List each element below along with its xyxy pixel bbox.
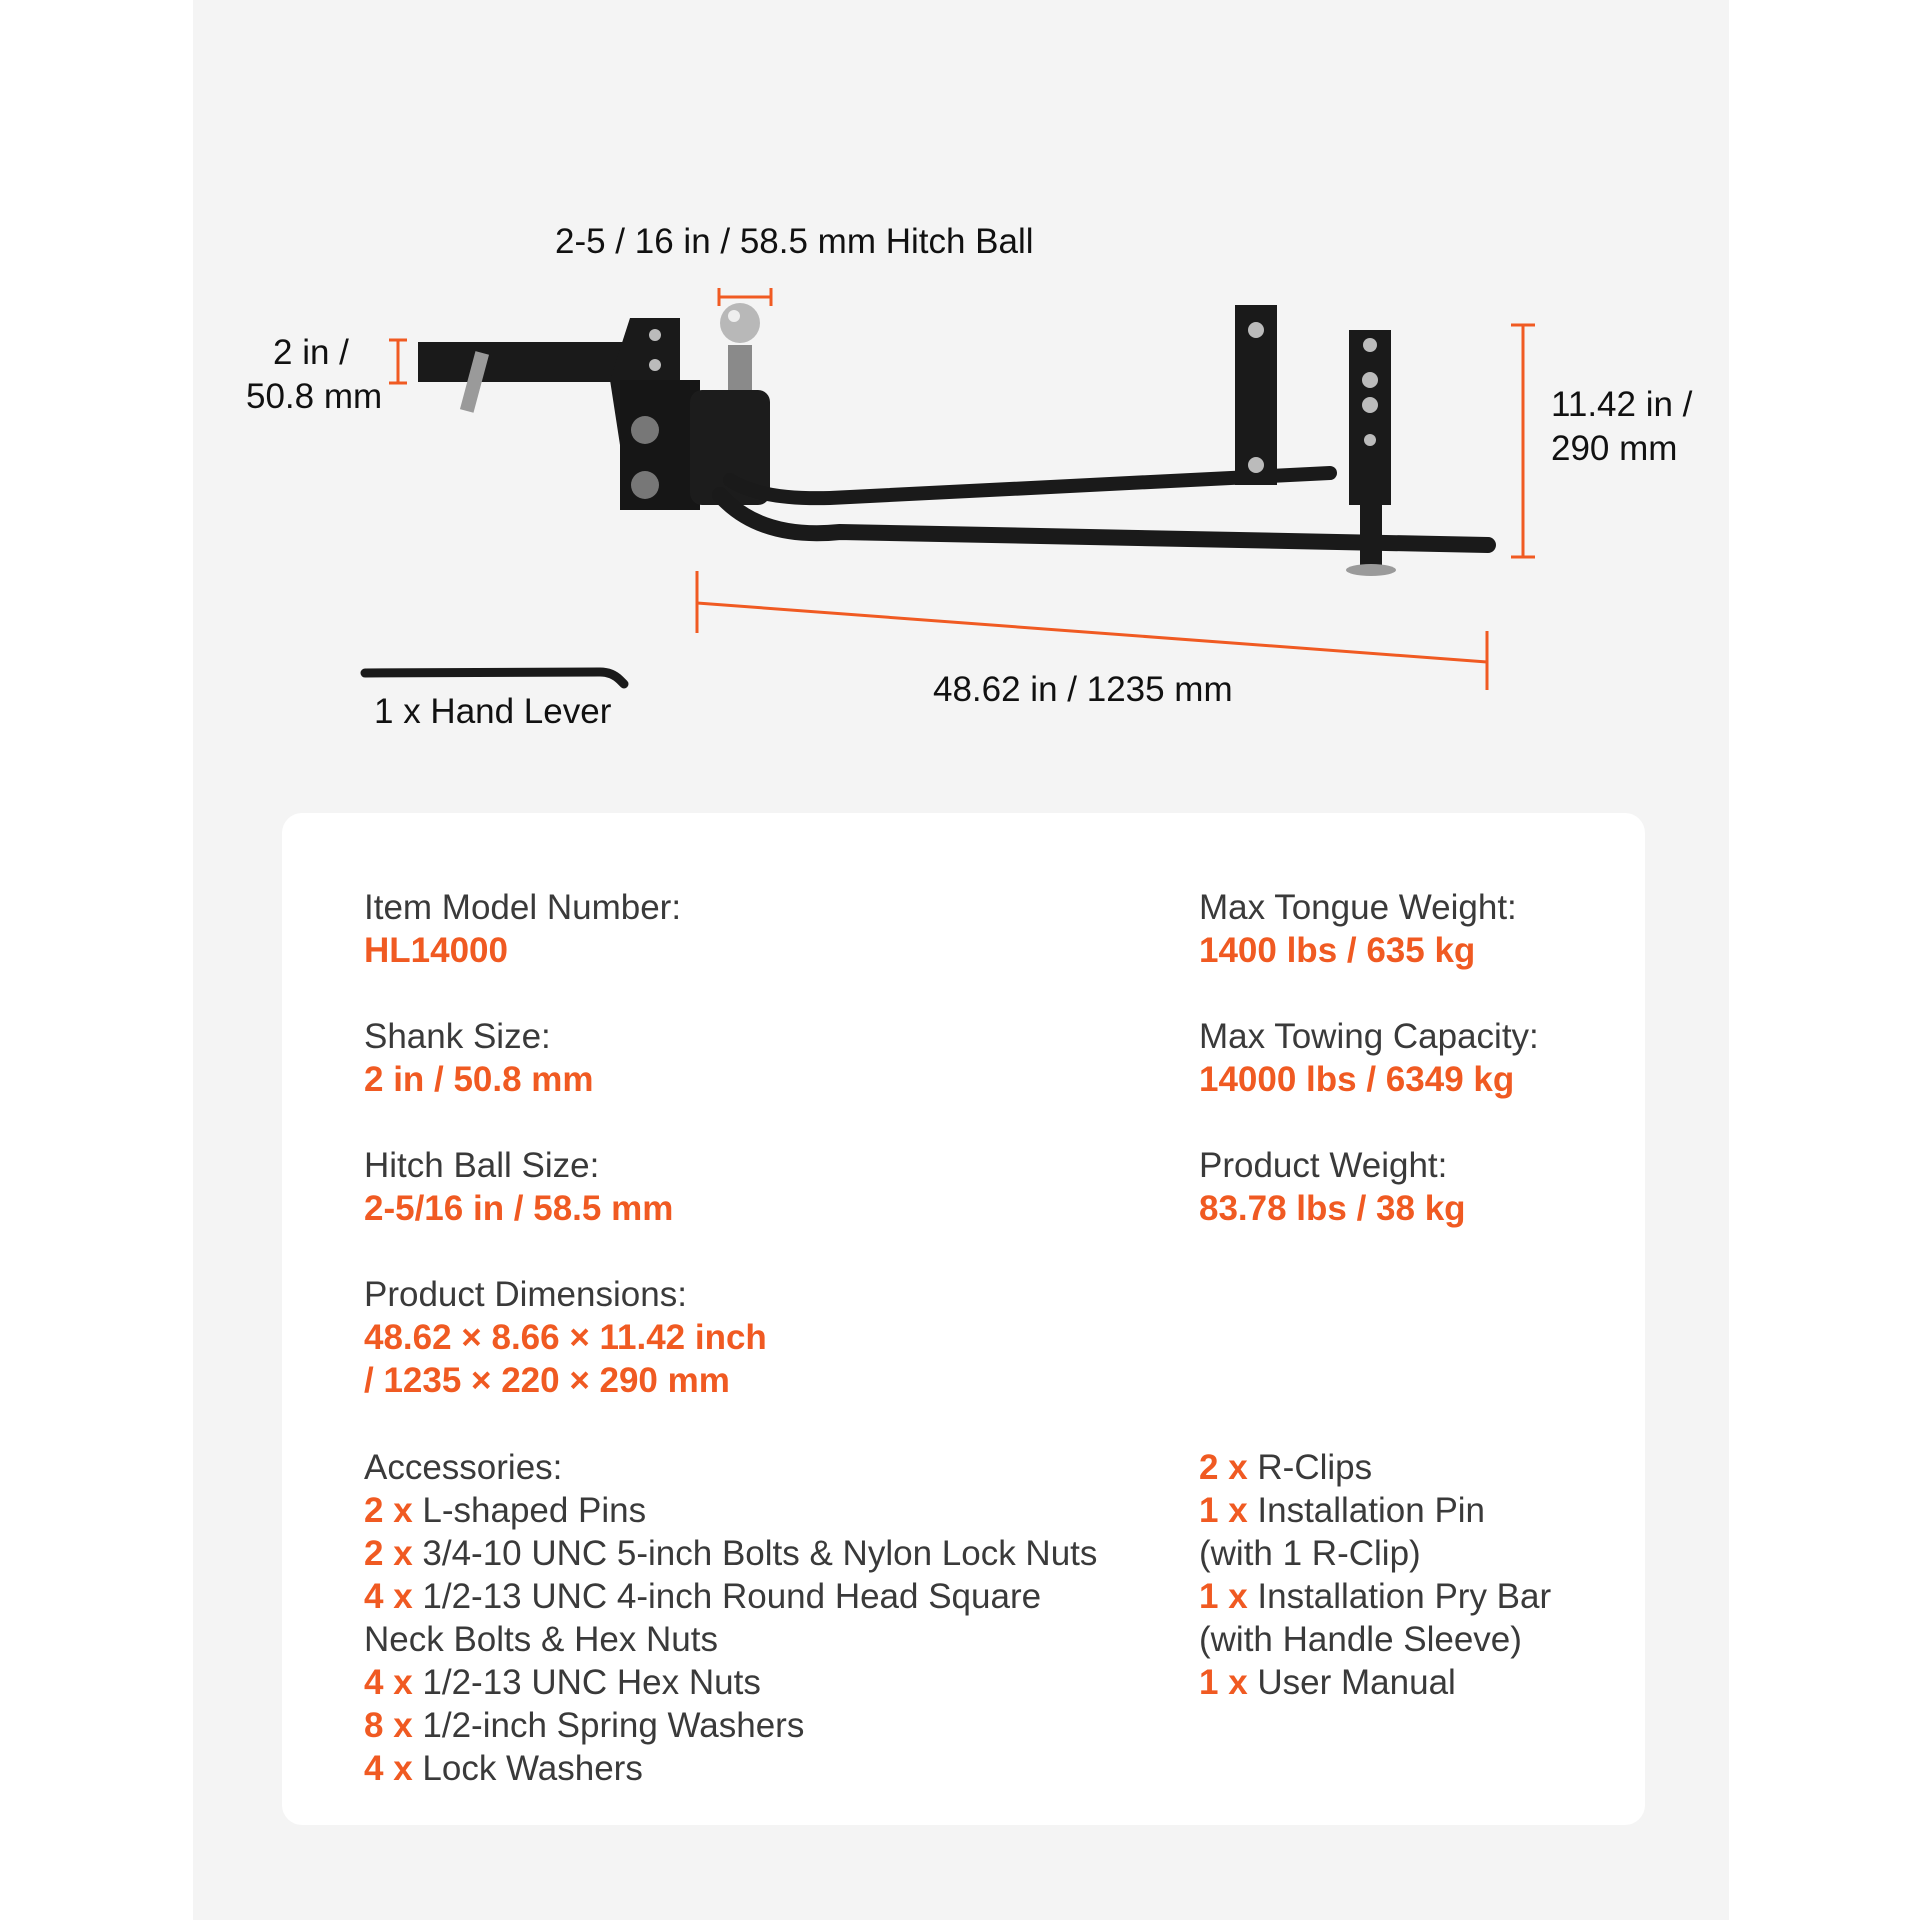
accessory-item: [1199, 1661, 1551, 1704]
accessory-qty: 2 x: [1199, 1448, 1248, 1487]
shank-dimension-label-line2: 50.8 mm: [246, 377, 383, 416]
spec-model: [364, 886, 681, 972]
spec-value: / 1235 × 220 × 290 mm: [364, 1361, 730, 1400]
spec-product-weight: [1199, 1144, 1466, 1230]
accessory-qty: 4 x: [364, 1663, 413, 1702]
spec-label: Max Tongue Weight:: [1199, 888, 1517, 927]
spec-value: 2 in / 50.8 mm: [364, 1060, 594, 1099]
accessories-left: [364, 1446, 1097, 1790]
accessory-item: [364, 1489, 1097, 1532]
hitch-ball-dimension-label: 2-5 / 16 in / 58.5 mm Hitch Ball: [555, 222, 1034, 261]
spec-value: HL14000: [364, 931, 508, 970]
accessory-qty: 1 x: [1199, 1577, 1248, 1616]
accessory-item: [364, 1618, 1097, 1661]
accessory-qty: 2 x: [364, 1491, 413, 1530]
accessory-text: Neck Bolts & Hex Nuts: [364, 1620, 718, 1659]
hand-lever-image: [365, 672, 624, 684]
accessory-item: [1199, 1532, 1551, 1575]
spec-label: Shank Size:: [364, 1017, 551, 1056]
accessory-item: [364, 1747, 1097, 1790]
accessory-item: [364, 1661, 1097, 1704]
spec-label: Product Weight:: [1199, 1146, 1448, 1185]
spec-value: 14000 lbs / 6349 kg: [1199, 1060, 1515, 1099]
spec-product-dimensions: [364, 1273, 767, 1402]
hitch-ball: [720, 303, 760, 343]
accessory-text: 3/4-10 UNC 5-inch Bolts & Nylon Lock Nuts: [422, 1534, 1098, 1573]
spec-value: 48.62 × 8.66 × 11.42 inch: [364, 1318, 767, 1357]
height-dimension-label-line2: 290 mm: [1551, 429, 1678, 468]
accessory-item: [1199, 1618, 1551, 1661]
accessory-qty: 8 x: [364, 1706, 413, 1745]
accessory-text: (with Handle Sleeve): [1199, 1620, 1522, 1659]
accessory-item: [1199, 1489, 1551, 1532]
accessory-text: L-shaped Pins: [422, 1491, 647, 1530]
frame-bracket: [1349, 330, 1391, 505]
accessories-title: Accessories:: [364, 1448, 563, 1487]
accessory-text: Installation Pin: [1257, 1491, 1486, 1530]
shank-dimension-label-line1: 2 in /: [273, 333, 349, 372]
accessory-qty: 2 x: [364, 1534, 413, 1573]
accessory-text: User Manual: [1257, 1663, 1456, 1702]
spec-value: 1400 lbs / 635 kg: [1199, 931, 1476, 970]
head-bolt: [631, 471, 659, 499]
spec-hitch-ball-size: [364, 1144, 673, 1230]
accessory-text: 1/2-13 UNC Hex Nuts: [422, 1663, 761, 1702]
spec-label: Item Model Number:: [364, 888, 682, 927]
spec-label: Max Towing Capacity:: [1199, 1017, 1539, 1056]
accessory-qty: 4 x: [364, 1749, 413, 1788]
spec-max-tongue-weight: [1199, 886, 1517, 972]
accessory-item: [1199, 1446, 1551, 1489]
accessory-qty: 1 x: [1199, 1663, 1248, 1702]
accessory-qty: 1 x: [1199, 1491, 1248, 1530]
accessory-text: 1/2-13 UNC 4-inch Round Head Square: [422, 1577, 1042, 1616]
accessory-item: [364, 1704, 1097, 1747]
hand-lever-label: 1 x Hand Lever: [374, 692, 612, 731]
spec-value: 83.78 lbs / 38 kg: [1199, 1189, 1466, 1228]
accessory-text: Lock Washers: [422, 1749, 643, 1788]
accessory-text: R-Clips: [1257, 1448, 1373, 1487]
accessory-text: (with 1 R-Clip): [1199, 1534, 1421, 1573]
spec-label: Hitch Ball Size:: [364, 1146, 600, 1185]
spec-value: 2-5/16 in / 58.5 mm: [364, 1189, 674, 1228]
spec-label: Product Dimensions:: [364, 1275, 687, 1314]
spec-shank-size: [364, 1015, 594, 1101]
head-bolt: [631, 416, 659, 444]
accessory-item: [1199, 1575, 1551, 1618]
accessory-item: [364, 1532, 1097, 1575]
spec-max-towing-capacity: [1199, 1015, 1539, 1101]
accessories-right: [1199, 1446, 1551, 1704]
accessory-item: [364, 1575, 1097, 1618]
height-dimension-label-line1: 11.42 in /: [1551, 385, 1693, 424]
accessory-text: 1/2-inch Spring Washers: [422, 1706, 805, 1745]
length-dimension-label: 48.62 in / 1235 mm: [933, 670, 1233, 709]
accessory-text: Installation Pry Bar: [1257, 1577, 1552, 1616]
accessory-qty: 4 x: [364, 1577, 413, 1616]
